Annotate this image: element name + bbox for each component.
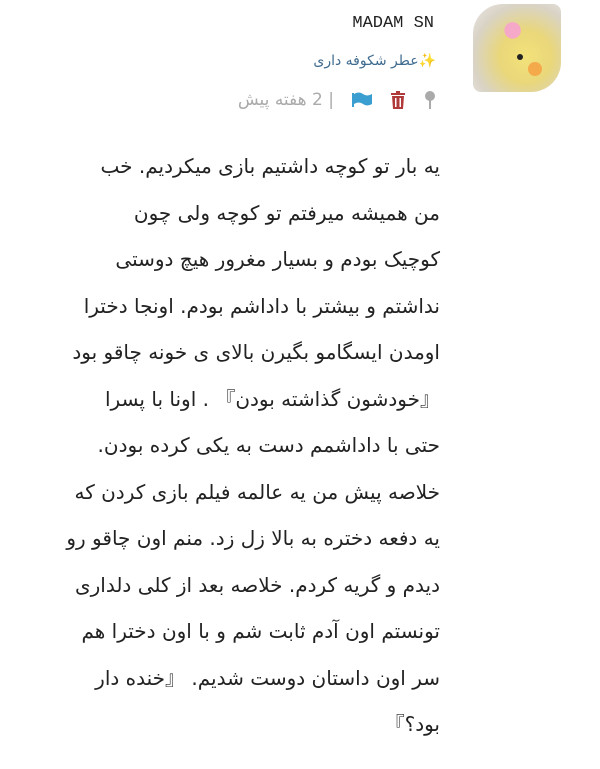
post-line: سر اون داستان دوست شدیم. 『خنده دار <box>95 665 440 690</box>
avatar-cheek <box>528 62 542 76</box>
post-body <box>40 143 440 748</box>
author-subtitle: ✨عطر شکوفه داری <box>313 53 436 69</box>
avatar-eye <box>517 54 523 60</box>
post-line: 『خودشون گذاشته بودن』 . اونا با پسرا <box>105 386 440 411</box>
author-name[interactable]: MADAM SN <box>352 14 434 33</box>
flag-icon[interactable] <box>352 91 372 109</box>
post-line: من همیشه میرفتم تو کوچه ولی چون <box>133 200 440 225</box>
pin-icon[interactable] <box>424 90 436 110</box>
trash-icon[interactable] <box>390 91 406 109</box>
post-line: خلاصه پیش من یه عالمه فیلم بازی کردن که <box>74 479 440 504</box>
post-line: نداشتم و بیشتر با داداشم بودم. اونجا دخترا <box>83 293 440 318</box>
post-meta <box>238 90 436 110</box>
avatar[interactable] <box>473 4 561 92</box>
post-line: یه بار تو کوچه داشتیم بازی میکردیم. خب <box>100 154 440 178</box>
post-line: دیدم و گریه کردم. خلاصه بعد از کلی دلداری <box>74 572 440 597</box>
post-line: کوچیک بودم و بسیار مغرور هیچ دوستی <box>115 247 440 271</box>
post-line: بود؟』 <box>384 712 440 736</box>
post-line: یه دفعه دختره به بالا زل زد. منم اون چاقو رو <box>66 526 440 550</box>
post-line: حتی با داداشمم دست به یکی کرده بودن. <box>97 433 440 457</box>
post-time: | 2 هفته پیش <box>237 90 334 110</box>
post-line: تونستم اون آدم ثابت شم و با اون دخترا هم <box>81 619 440 643</box>
post-line: اومدن ایسگامو بگیرن بالای ی خونه چاقو بود <box>72 340 440 364</box>
